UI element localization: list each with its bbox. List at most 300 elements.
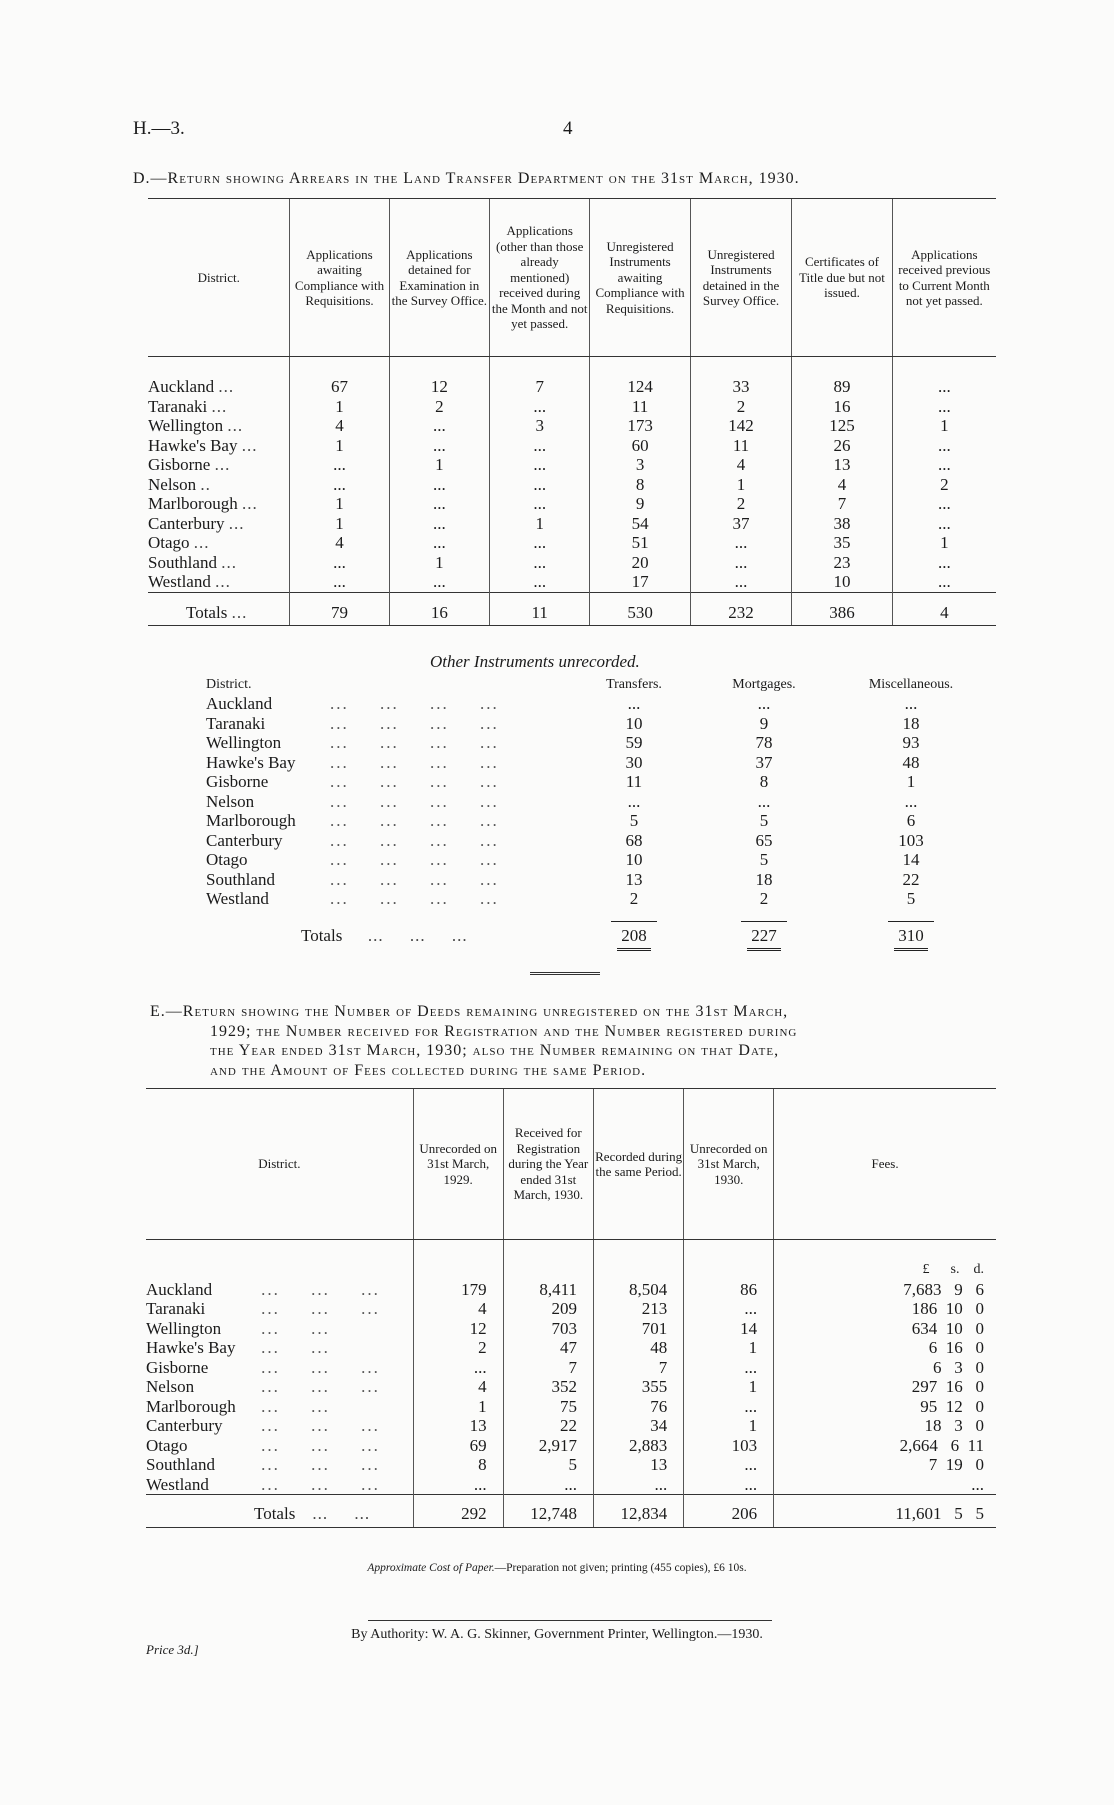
cost-text: —Preparation not given; printing (455 copies), £6 10s. [494, 1562, 747, 1574]
value-cell: ... [892, 357, 996, 397]
total-cell: 79 [290, 592, 389, 625]
value-cell: 1 [684, 1377, 774, 1397]
district-cell: Auckland ... [148, 377, 235, 396]
value-cell: 69 [413, 1436, 503, 1456]
value-cell: 9 [590, 494, 690, 514]
district-cell: Westland ... [148, 572, 231, 591]
district-cell: Southland [146, 1455, 215, 1474]
value-cell: 4 [413, 1299, 503, 1319]
value-cell: 34 [594, 1416, 684, 1436]
fees-units-label: £ s. d. [774, 1240, 996, 1280]
value-cell: ... [892, 436, 996, 456]
value-cell: 4 [690, 455, 792, 475]
fees-cell: 297 16 0 [774, 1377, 996, 1397]
fees-cell: 186 10 0 [774, 1299, 996, 1319]
table-row [148, 514, 996, 534]
value-cell: ... [904, 791, 918, 811]
value-cell: 1 [892, 416, 996, 436]
value-cell: 2 [690, 494, 792, 514]
value-cell: ... [490, 572, 590, 592]
units-spacer [146, 1240, 413, 1280]
value-cell: 10 [625, 850, 643, 869]
leader-dots: ... ... ... [261, 1435, 380, 1455]
col-header-miscellaneous: Miscellaneous. [868, 677, 954, 692]
value-cell: 13 [792, 455, 892, 475]
value-cell: 4 [413, 1377, 503, 1397]
price-label: Price 3d.] [146, 1642, 199, 1657]
table-row [206, 694, 996, 714]
table-row [206, 889, 996, 909]
totals-label: Totals ... ... [146, 1495, 413, 1528]
cost-label: Approximate Cost of Paper. [367, 1562, 495, 1574]
value-cell: 1 [690, 475, 792, 495]
value-cell: 213 [594, 1299, 684, 1319]
value-cell: 1 [684, 1416, 774, 1436]
value-cell: 12 [413, 1319, 503, 1339]
col-header-spacer [330, 676, 566, 694]
col-header-apps-previous: Applications received previous to Current Month not yet passed. [892, 199, 996, 357]
fees-cell: 6 16 0 [774, 1338, 996, 1358]
value-cell: 5 [906, 889, 916, 908]
value-cell: 179 [413, 1280, 503, 1300]
value-cell: ... [389, 494, 489, 514]
col-header-fees: Fees. [774, 1089, 996, 1240]
value-cell: 2,883 [594, 1436, 684, 1456]
document-reference: H.—3. [133, 118, 185, 139]
table-row [206, 850, 996, 870]
page-header [133, 118, 993, 144]
value-cell: 1 [290, 514, 389, 534]
value-cell: 93 [902, 733, 920, 752]
value-cell: 2 [389, 397, 489, 417]
value-cell: 1 [684, 1338, 774, 1358]
table-row [148, 455, 996, 475]
value-cell: 75 [503, 1397, 593, 1417]
value-cell: 8,411 [503, 1280, 593, 1300]
value-cell: 7 [490, 357, 590, 397]
value-cell: 5 [503, 1455, 593, 1475]
value-cell: ... [684, 1299, 774, 1319]
table-row [146, 1397, 996, 1417]
leader-dots: ... ... ... ... [330, 850, 499, 869]
total-cell: 12,834 [594, 1495, 684, 1528]
table-row [206, 753, 996, 773]
table-row [146, 1377, 996, 1397]
total-cell: 232 [690, 592, 792, 625]
value-cell: 5 [629, 811, 639, 830]
total-fees: 11,601 5 5 [774, 1495, 996, 1528]
total-cell: 12,748 [503, 1495, 593, 1528]
value-cell: 13 [594, 1455, 684, 1475]
district-cell: Hawke's Bay ... [148, 435, 258, 455]
value-cell: 20 [590, 553, 690, 573]
table-row [146, 1436, 996, 1456]
district-cell: Southland ... [148, 552, 237, 572]
table-row [146, 1358, 996, 1378]
value-cell: 47 [503, 1338, 593, 1358]
value-cell: 18 [755, 869, 773, 889]
value-cell: 1 [892, 533, 996, 553]
total-cell: 11 [490, 592, 590, 625]
units-spacer [684, 1240, 774, 1280]
table-row [146, 1475, 996, 1495]
value-cell: ... [684, 1455, 774, 1475]
table-row [206, 714, 996, 734]
value-cell: 355 [594, 1377, 684, 1397]
fees-units-row [146, 1240, 996, 1280]
col-header-apps-month: Applications (other than those already mentioned) received during the Month and not yet passed. [490, 199, 590, 357]
leader-dots: ... ... [261, 1338, 330, 1357]
table-row [148, 397, 996, 417]
value-cell: 2 [759, 889, 769, 908]
leader-dots: ... ... ... ... [330, 713, 499, 733]
col-header-recorded: Recorded during the same Period. [594, 1089, 684, 1240]
col-header-mortgages: Mortgages. [732, 677, 796, 692]
fees-cell: ... [774, 1475, 996, 1495]
value-cell: ... [490, 475, 590, 495]
district-cell: Wellington [206, 733, 282, 752]
value-cell: 10 [625, 713, 643, 733]
value-cell: 9 [759, 713, 769, 733]
table-row [146, 1416, 996, 1436]
table-e-header-row [146, 1089, 996, 1240]
value-cell: ... [892, 514, 996, 534]
value-cell: ... [389, 416, 489, 436]
value-cell: ... [490, 455, 590, 475]
table-row [148, 436, 996, 456]
value-cell: 48 [594, 1338, 684, 1358]
value-cell: 4 [792, 475, 892, 495]
table-d-title: D.—Return showing Arrears in the Land Transfer Department on the 31st March, 1930. [133, 170, 800, 187]
table-e-title: E.—Return showing the Number of Deeds remaining unregistered on the 31st March, 1929; the Number received for Registration and the Number registered during the Year ended 31st March, 1930; also the Number remaining on that Date, and the Amount of Fees collected during the same Period. [150, 1003, 798, 1079]
table-row [148, 357, 996, 397]
value-cell: ... [892, 397, 996, 417]
value-cell: ... [892, 553, 996, 573]
value-cell: ... [684, 1475, 774, 1495]
district-cell: Hawke's Bay [206, 752, 296, 772]
total-cell: 16 [389, 592, 489, 625]
value-cell: 76 [594, 1397, 684, 1417]
other-instruments-title: Other Instruments unrecorded. [430, 652, 640, 671]
leader-dots: ... ... ... [261, 1299, 380, 1318]
value-cell: 209 [503, 1299, 593, 1319]
cost-of-paper-note [0, 1562, 1114, 1574]
table-row [206, 733, 996, 753]
leader-dots: ... ... ... ... [330, 889, 499, 908]
col-header-received: Received for Registration during the Year ended 31st March, 1930. [503, 1089, 593, 1240]
value-cell: 23 [792, 553, 892, 573]
col-header-unrecorded-1930: Unrecorded on 31st March, 1930. [684, 1089, 774, 1240]
district-cell: Wellington ... [148, 416, 244, 435]
district-cell: Otago [146, 1435, 188, 1455]
value-cell: ... [413, 1358, 503, 1378]
leader-dots: ... ... ... ... [330, 791, 499, 811]
value-cell: ... [904, 694, 918, 713]
value-cell: 14 [684, 1319, 774, 1339]
value-cell: ... [290, 475, 389, 495]
value-cell: 38 [792, 514, 892, 534]
fees-cell: 634 10 0 [774, 1319, 996, 1339]
value-cell: ... [290, 572, 389, 592]
fees-cell: 2,664 6 11 [774, 1436, 996, 1456]
value-cell: 51 [590, 533, 690, 553]
value-cell: 173 [590, 416, 690, 436]
value-cell: 2 [892, 475, 996, 495]
value-cell: ... [690, 533, 792, 553]
table-other-totals-row [206, 909, 996, 951]
table-row [146, 1338, 996, 1358]
value-cell: 1 [290, 494, 389, 514]
total-cell: 386 [792, 592, 892, 625]
value-cell: 2 [690, 397, 792, 417]
value-cell: 30 [625, 752, 643, 772]
value-cell: 65 [755, 830, 773, 850]
district-cell: Auckland [206, 694, 273, 713]
value-cell: ... [684, 1358, 774, 1378]
col-header-apps-survey: Applications detained for Examination in the Survey Office. [389, 199, 489, 357]
leader-dots: ... ... ... ... [330, 752, 499, 772]
value-cell: 8 [759, 772, 769, 791]
value-cell: 8 [590, 475, 690, 495]
value-cell: 1 [490, 514, 590, 534]
district-cell: Nelson [146, 1377, 195, 1396]
district-cell: Gisborne [206, 772, 269, 791]
value-cell: ... [627, 791, 641, 811]
table-e-deeds [146, 1088, 996, 1528]
district-cell: Taranaki ... [148, 396, 228, 416]
leader-dots: ... ... ... [261, 1455, 380, 1474]
value-cell: 18 [902, 713, 920, 733]
value-cell: 8 [413, 1455, 503, 1475]
leader-dots: ... ... ... ... [330, 694, 499, 713]
value-cell: 37 [690, 514, 792, 534]
table-row [148, 475, 996, 495]
value-cell: 16 [792, 397, 892, 417]
table-row [206, 772, 996, 792]
value-cell: ... [757, 694, 771, 713]
district-cell: Taranaki [206, 713, 266, 733]
value-cell: 17 [590, 572, 690, 592]
value-cell: ... [490, 494, 590, 514]
value-cell: ... [389, 533, 489, 553]
value-cell: 1 [389, 455, 489, 475]
footer-rule [368, 1620, 772, 1621]
total-cell: 208 [566, 909, 702, 951]
value-cell: 2 [413, 1338, 503, 1358]
district-cell: Southland [206, 869, 275, 889]
totals-label: Totals ... [148, 592, 290, 625]
total-cell: 227 [702, 909, 826, 951]
value-cell: 352 [503, 1377, 593, 1397]
value-cell: 1 [389, 553, 489, 573]
value-cell: ... [757, 791, 771, 811]
value-cell: ... [490, 436, 590, 456]
value-cell: 68 [625, 830, 643, 850]
table-row [146, 1280, 996, 1300]
value-cell: ... [490, 533, 590, 553]
table-d-totals-row [148, 592, 996, 625]
col-header-instr-requisitions: Unregistered Instruments awaiting Compliance with Requisitions. [590, 199, 690, 357]
value-cell: 103 [898, 830, 924, 850]
value-cell: 13 [625, 869, 643, 889]
value-cell: ... [627, 694, 641, 713]
leader-dots: ... ... ... [261, 1279, 380, 1299]
value-cell: ... [490, 397, 590, 417]
value-cell: ... [290, 455, 389, 475]
value-cell: 7 [594, 1358, 684, 1378]
units-spacer [503, 1240, 593, 1280]
value-cell: 142 [690, 416, 792, 436]
value-cell: 3 [590, 455, 690, 475]
table-e-totals-row [146, 1495, 996, 1528]
leader-dots: ... ... ... ... [330, 733, 499, 752]
value-cell: 1 [906, 772, 916, 791]
table-row [206, 811, 996, 831]
value-cell: 22 [503, 1416, 593, 1436]
value-cell: 5 [759, 811, 769, 830]
units-spacer [594, 1240, 684, 1280]
value-cell: 103 [684, 1436, 774, 1456]
table-row [146, 1299, 996, 1319]
district-cell: Otago ... [148, 533, 210, 552]
total-cell: 530 [590, 592, 690, 625]
value-cell: 124 [590, 357, 690, 397]
value-cell: ... [892, 494, 996, 514]
total-cell: 310 [826, 909, 996, 951]
value-cell: 33 [690, 357, 792, 397]
total-cell: 4 [892, 592, 996, 625]
value-cell: 3 [490, 416, 590, 436]
section-separator [530, 972, 600, 975]
value-cell: 703 [503, 1319, 593, 1339]
value-cell: 48 [902, 752, 920, 772]
leader-dots: ... ... ... ... [330, 772, 499, 791]
leader-dots: ... ... ... [261, 1416, 380, 1435]
value-cell: 14 [902, 850, 920, 869]
value-cell: 11 [590, 397, 690, 417]
col-header-apps-requisitions: Applications awaiting Compliance with Requisitions. [290, 199, 389, 357]
value-cell: 4 [290, 533, 389, 553]
value-cell: 89 [792, 357, 892, 397]
fees-cell: 18 3 0 [774, 1416, 996, 1436]
value-cell: ... [690, 572, 792, 592]
fees-cell: 7,683 9 6 [774, 1280, 996, 1300]
value-cell: ... [413, 1475, 503, 1495]
value-cell: ... [594, 1475, 684, 1495]
value-cell: 1 [290, 397, 389, 417]
table-row [148, 553, 996, 573]
value-cell: ... [892, 455, 996, 475]
leader-dots: ... ... ... [261, 1377, 380, 1396]
value-cell: 1 [413, 1397, 503, 1417]
page-number: 4 [563, 118, 573, 139]
value-cell: 5 [759, 850, 769, 869]
leader-dots: ... ... ... [261, 1474, 380, 1494]
col-header-district: District. [146, 1089, 413, 1240]
district-cell: Marlborough ... [148, 494, 258, 513]
value-cell: 7 [503, 1358, 593, 1378]
value-cell: 4 [290, 416, 389, 436]
value-cell: 13 [413, 1416, 503, 1436]
district-cell: Gisborne [146, 1357, 209, 1377]
value-cell: 8,504 [594, 1280, 684, 1300]
value-cell: 10 [792, 572, 892, 592]
table-row [206, 792, 996, 812]
value-cell: 22 [902, 869, 920, 889]
table-row [148, 572, 996, 592]
value-cell: 54 [590, 514, 690, 534]
total-cell: 292 [413, 1495, 503, 1528]
value-cell: 125 [792, 416, 892, 436]
leader-dots: ... ... ... ... [330, 811, 499, 830]
value-cell: 1 [290, 436, 389, 456]
district-cell: Otago [206, 850, 248, 869]
district-cell: Canterbury ... [148, 513, 245, 533]
table-row [148, 533, 996, 553]
district-cell: Taranaki [146, 1299, 206, 1318]
col-header-district: District. [206, 677, 252, 692]
value-cell: 59 [625, 733, 643, 752]
value-cell: ... [892, 572, 996, 592]
district-cell: Nelson [206, 791, 255, 811]
table-row [148, 416, 996, 436]
value-cell: ... [490, 553, 590, 573]
table-other-instruments [206, 676, 996, 951]
value-cell: 67 [290, 357, 389, 397]
value-cell: ... [389, 436, 489, 456]
district-cell: Hawke's Bay [146, 1338, 236, 1357]
value-cell: 6 [906, 811, 916, 830]
district-cell: Auckland [146, 1279, 213, 1299]
leader-dots: ... ... [261, 1396, 330, 1416]
value-cell: ... [684, 1397, 774, 1417]
totals-label: Totals ... ... ... [301, 925, 468, 945]
col-header-instr-survey: Unregistered Instruments detained in the Survey Office. [690, 199, 792, 357]
leader-dots: ... ... [261, 1318, 330, 1338]
value-cell: 12 [389, 357, 489, 397]
table-row [148, 494, 996, 514]
table-row [206, 831, 996, 851]
col-header-unrecorded-1929: Unrecorded on 31st March, 1929. [413, 1089, 503, 1240]
value-cell: ... [290, 553, 389, 573]
fees-cell: 6 3 0 [774, 1358, 996, 1378]
value-cell: 35 [792, 533, 892, 553]
district-cell: Canterbury [146, 1416, 223, 1435]
district-cell: Marlborough [206, 811, 296, 830]
value-cell: ... [389, 475, 489, 495]
value-cell: 37 [755, 752, 773, 772]
district-cell: Westland [206, 889, 269, 908]
table-other-header-row [206, 676, 996, 694]
district-cell: Wellington [146, 1318, 222, 1338]
district-cell: Canterbury [206, 830, 283, 850]
fees-cell: 95 12 0 [774, 1397, 996, 1417]
value-cell: ... [389, 572, 489, 592]
district-cell: Gisborne ... [148, 455, 231, 474]
table-row [146, 1455, 996, 1475]
table-row [146, 1319, 996, 1339]
table-row [206, 870, 996, 890]
table-d-arrears [148, 198, 996, 626]
table-d-header-row [148, 199, 996, 357]
value-cell: 11 [690, 436, 792, 456]
col-header-district: District. [148, 199, 290, 357]
value-cell: 60 [590, 436, 690, 456]
value-cell: 78 [755, 733, 773, 752]
value-cell: ... [503, 1475, 593, 1495]
value-cell: 26 [792, 436, 892, 456]
district-cell: Nelson .. [148, 474, 211, 494]
